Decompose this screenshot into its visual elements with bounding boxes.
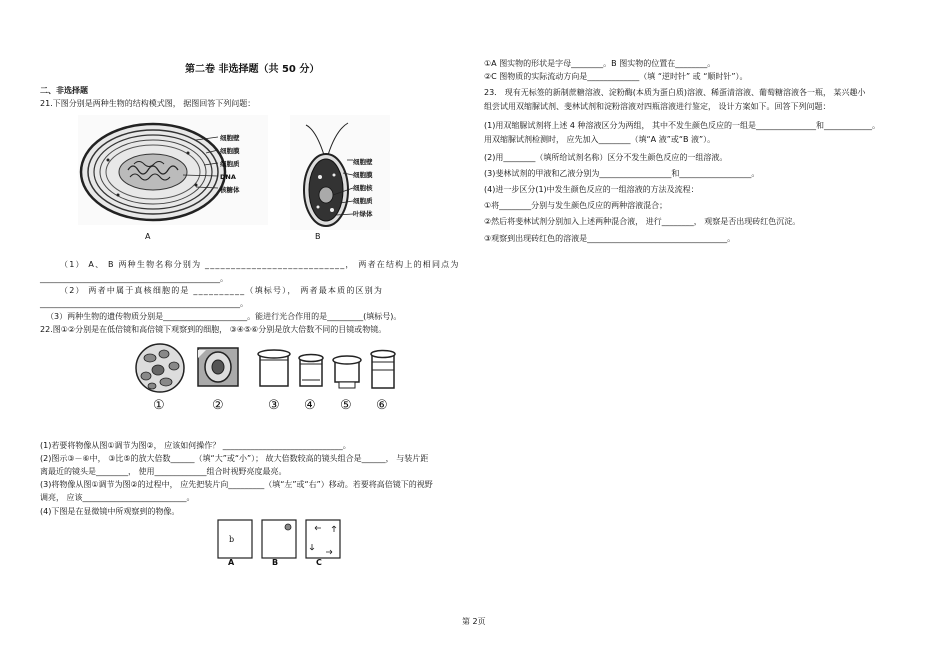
part-title: 第二卷 非选择题（共 50 分） [185, 64, 320, 75]
fig-b-label-chloroplast: 叶绿体 [353, 210, 373, 218]
high-power-view-image [198, 348, 238, 386]
fig-a-inner-letter: b [229, 535, 235, 544]
image-label-3: ③ [268, 398, 280, 413]
fig-b-label-cytoplasm: 细胞质 [353, 197, 373, 205]
section-heading: 二、非选择题 [40, 86, 88, 95]
image-label-5: ⑤ [340, 398, 352, 413]
q21-prompt: 21.下图分别是两种生物的结构模式图， 据图回答下列问题： [40, 99, 256, 108]
q21-sub2-line2: __________________________________________________。 [40, 299, 248, 308]
small-fig-b-caption: B [272, 558, 279, 567]
q22-sub3-line1: (3)将物像从图①调节为图②的过程中， 应先把装片向_________（填“左”或“右”）移动。若要将高倍镜下的视野 [40, 480, 433, 489]
fig-a-label-cell-wall: 细胞壁 [220, 134, 240, 142]
q21-figure-a [78, 115, 268, 225]
fig-b-caption: B [315, 232, 321, 241]
fig-a-label-cytoplasm: 细胞质 [220, 160, 240, 168]
fig-a-label-dna: DNA [220, 173, 236, 181]
q22-prompt: 22.图①②分别是在低倍镜和高倍镜下观察到的细胞， ③④⑤⑥分别是放大倍数不同的目镜或物镜。 [40, 325, 387, 334]
image-label-2: ② [212, 398, 224, 413]
image-label-4: ④ [304, 398, 316, 413]
q22-small-figures [216, 518, 346, 568]
image-label-1: ① [153, 398, 165, 413]
fig-a-label-cell-membrane: 细胞膜 [220, 147, 240, 155]
small-fig-a-caption: A [228, 558, 235, 567]
q21-sub3: （3）两种生物的遗传物质分别是_____________________。能进行光合作用的是_________(填标号)。 [46, 312, 402, 321]
q22-sub2-line1: (2)图示③－⑥中， ③比⑤的放大倍数______（填“大”或“小”）； 故大倍数较高的镜头组合是______， 与装片距 [40, 454, 429, 463]
q23-prompt-line2: 组尝试用双缩脲试剂、斐林试剂和淀粉溶液对四瓶溶液进行鉴定， 设计方案如下。回答下列问题： [484, 102, 831, 111]
q23-prompt-line1: 23． 现有无标签的新制蔗糖溶液、淀粉酶(本质为蛋白质)溶液、稀蛋清溶液、葡萄糖溶液各一瓶， 某兴趣小 [484, 88, 866, 97]
q21-figure-b [290, 115, 390, 230]
q23-sub1-line2: 用双缩脲试剂检测时， 应先加入________（填“A 液”或“B 液”）。 [484, 135, 716, 144]
q21-sub1-line1: （1） A、 B 两种生物名称分别为 ___________________________， 两者在结构上的相同点为 [60, 260, 460, 269]
q23-sub4-step2: ②然后将斐林试剂分别加入上述两种混合液， 进行________， 观察是否出现砖红色沉淀。 [484, 217, 801, 226]
page-footer: 第 2页 [462, 617, 486, 626]
objective-lens-3-image [258, 350, 290, 386]
q22-sub3-line2: 调亮， 应该__________________________。 [40, 493, 195, 502]
objective-lens-6-image [371, 351, 395, 389]
objective-lens-4-image [299, 355, 323, 387]
fig-b-label-cell-wall: 细胞壁 [353, 158, 373, 166]
fig-a-caption: A [145, 232, 151, 241]
q22-sub2-line2: 离最近的镜头是________， 使用_____________组合时视野亮度最亮。 [40, 467, 287, 476]
fig-b-label-nucleus: 细胞核 [353, 184, 373, 192]
q23-sub1-line1: (1)用双缩脲试剂将上述 4 种溶液区分为两组， 其中不发生颜色反应的一组是_______________和____________。 [484, 121, 881, 130]
q23-sub2: (2)用________（填所给试剂名称）区分不发生颜色反应的一组溶液。 [484, 153, 728, 162]
objective-lens-5-image [333, 356, 361, 388]
fig-b-label-cell-membrane: 细胞膜 [353, 171, 373, 179]
q23-sub4-step1: ①将________分别与发生颜色反应的两种溶液混合； [484, 201, 668, 210]
q22-sub1: (1)若要将物像从图①调节为图②， 应该如何操作？ ______________________________。 [40, 441, 351, 450]
q23-sub4: (4)进一步区分(1)中发生颜色反应的一组溶液的方法及流程： [484, 185, 699, 194]
q22-4-line2: ②C 图物质的实际流动方向是_____________（填 “逆时针” 或 “顺时针”）。 [484, 72, 748, 81]
q21-sub2-line1: （2） 两者中属于真核细胞的是 __________（填标号）， 两者最本质的区别为 [60, 286, 384, 295]
q23-sub3: (3)斐林试剂的甲液和乙液分别为__________________和__________________。 [484, 169, 760, 178]
low-power-view-image [136, 344, 184, 392]
fig-a-label-ribosome: 核糖体 [220, 186, 240, 194]
image-label-6: ⑥ [376, 398, 388, 413]
small-fig-c-caption: C [316, 558, 322, 567]
q22-4-line1: ①A 图实物的形状是字母________。B 图实物的位置在________。 [484, 59, 716, 68]
q22-sub4: (4)下图是在显微镜中所观察到的物像。 [40, 507, 180, 516]
q21-sub1-line2: _____________________________________________。 [40, 274, 228, 283]
q23-sub4-step3: ③观察到出现砖红色的溶液是___________________________________。 [484, 234, 736, 243]
